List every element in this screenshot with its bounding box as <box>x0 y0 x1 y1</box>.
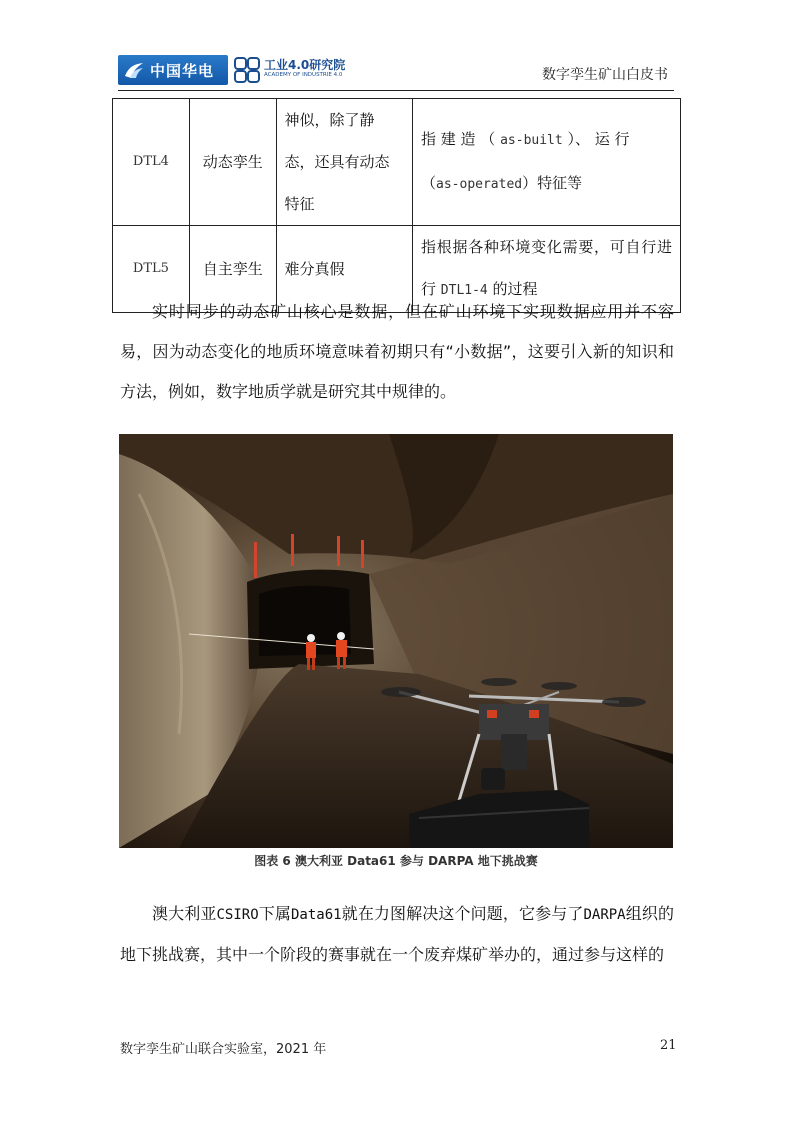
figure-caption: 图表 6 澳大利亚 Data61 参与 DARPA 地下挑战赛 <box>254 854 538 868</box>
page-header <box>118 52 674 91</box>
level-name: 自主孪生 <box>189 226 276 313</box>
huadian-logo <box>118 55 228 85</box>
logo2-subtitle: ACADEMY OF INDUSTRIE 4.0 <box>264 72 343 78</box>
level-code: DTL5 <box>113 226 190 313</box>
tunnel-drone-illustration <box>119 434 673 848</box>
mine-tunnel-photo <box>119 434 673 848</box>
industry40-logo <box>234 55 346 85</box>
level-code: DTL4 <box>113 99 190 226</box>
huadian-emblem-icon <box>122 58 146 82</box>
body-paragraph: 澳大利亚CSIRO下属Data61就在力图解决这个问题，它参与了DARPA组织的地下挑战赛，其中一个阶段的赛事就在一个废弃煤矿举办的，通过参与这样的 <box>120 904 674 964</box>
level-features: 指 建 造 （ as-built ）、 运 行 （as-operated）特征等 <box>413 99 681 226</box>
table-row <box>113 99 681 226</box>
level-name: 动态孪生 <box>189 99 276 226</box>
body-paragraph: 实时同步的动态矿山核心是数据，但在矿山环境下实现数据应用并不容易，因为动态变化的地质环境意味着初期只有“小数据”，这要引入新的知识和方法，例如，数字地质学就是研究其中规律的。 <box>120 302 674 401</box>
page-number: 21 <box>660 1038 677 1053</box>
industry40-emblem-icon <box>234 57 262 83</box>
level-features: 指根据各种环境变化需要，可自行进行 DTL1-4 的过程 <box>413 226 681 313</box>
level-description: 神似，除了静态，还具有动态特征 <box>276 99 412 226</box>
dtl-level-table <box>112 98 681 313</box>
level-description: 难分真假 <box>276 226 412 313</box>
logo1-text: 中国华电 <box>150 61 215 80</box>
document-title: 数字孪生矿山白皮书 <box>542 67 668 83</box>
footer-credit: 数字孪生矿山联合实验室，2021 年 <box>120 1042 327 1057</box>
logo2-name: 工业4.0研究院 <box>264 58 346 72</box>
